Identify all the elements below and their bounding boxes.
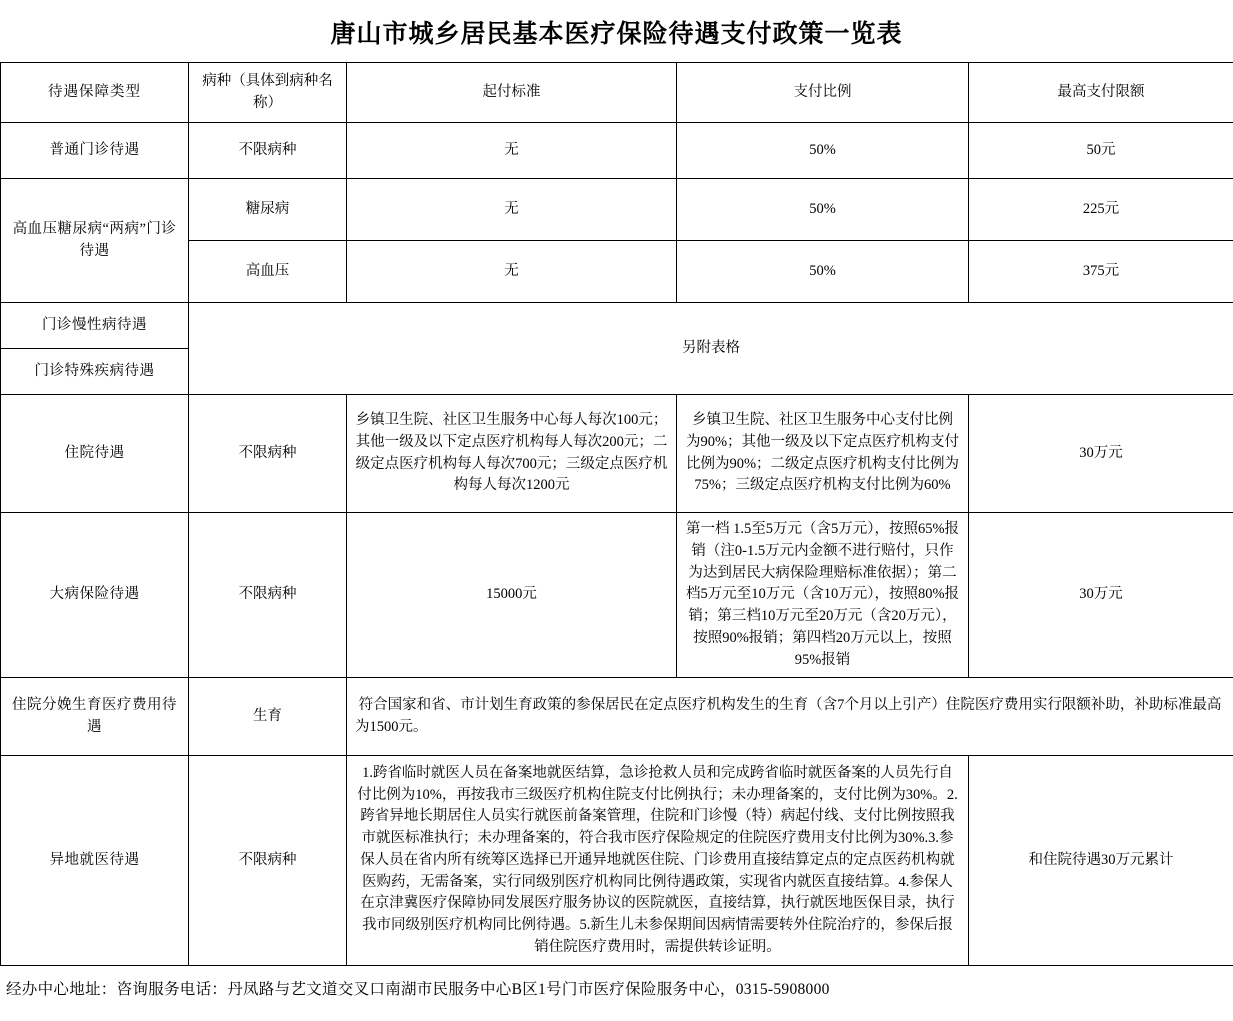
- table-row: [1, 678, 1233, 756]
- cell-deductible: 无: [347, 241, 677, 303]
- row-type-inpatient: 住院待遇: [1, 395, 189, 513]
- cell-offsite-detail: 1.跨省临时就医人员在备案地就医结算，急诊抢救人员和完成跨省临时就医备案的人员先行自付比例为10%，再按我市三级医疗机构住院支付比例执行；未办理备案的，支付比例为30%。2.跨省异地长期居住人员实行就医前备案管理，住院和门诊慢（特）病起付线、支付比例按照我市就医标准执行；未办理备案的，符合我市医疗保险规定的住院医疗费用支付比例为30%.3.参保人员在省内所有统筹区选择已开通异地就医住院、门诊费用直接结算定点的定点医药机构就医购药，无需备案，实行同级别医疗机构同比例待遇政策，实现省内就医直接结算。4.参保人在京津冀医疗保障协同发展医疗服务协议的医院就医，直接结算，执行就医地医保目录，执行我市同级别医疗机构同比例待遇。5.新生儿未参保期间因病情需要转外住院治疗的，参保后报销住院医疗费用时，需提供转诊证明。: [347, 756, 969, 966]
- header-cell-ratio: 支付比例: [677, 63, 969, 123]
- row-type-maternity: 住院分娩生育医疗费用待遇: [1, 678, 189, 756]
- cell-disease: 不限病种: [189, 756, 347, 966]
- cell-ratio: 第一档 1.5至5万元（含5万元），按照65%报销（注0-1.5万元内金额不进行赔付，只作为达到居民大病保险理赔标准依据）；第二档5万元至10万元（含10万元），按照80%报销；第三档10万元至20万元（含20万元），按照90%报销；第四档20万元以上，按照95%报销: [677, 513, 969, 678]
- cell-disease: 不限病种: [189, 513, 347, 678]
- table-header: [1, 63, 1233, 123]
- table-row: [1, 123, 1233, 179]
- header-cell-cap: 最高支付限额: [969, 63, 1233, 123]
- policy-table: [0, 62, 1233, 966]
- row-type-chronic-outpatient: 门诊慢性病待遇: [1, 303, 189, 349]
- cell-deductible: 乡镇卫生院、社区卫生服务中心每人每次100元；其他一级及以下定点医疗机构每人每次200元；二级定点医疗机构每人每次700元；三级定点医疗机构每人每次1200元: [347, 395, 677, 513]
- cell-deductible: 无: [347, 123, 677, 179]
- cell-cap: 30万元: [969, 513, 1233, 678]
- header-cell-disease: 病种（具体到病种名称）: [189, 63, 347, 123]
- table-row: [1, 513, 1233, 678]
- cell-cap: 375元: [969, 241, 1233, 303]
- table-row: [1, 179, 1233, 241]
- cell-ratio: 50%: [677, 241, 969, 303]
- page-title: 唐山市城乡居民基本医疗保险待遇支付政策一览表: [330, 21, 903, 48]
- cell-disease: 糖尿病: [189, 179, 347, 241]
- table-header-row: [1, 63, 1233, 123]
- cell-cap: 225元: [969, 179, 1233, 241]
- cell-cap: 和住院待遇30万元累计: [969, 756, 1233, 966]
- table-row: [1, 395, 1233, 513]
- cell-attached-table-note: 另附表格: [189, 303, 1233, 395]
- header-cell-deductible: 起付标准: [347, 63, 677, 123]
- header-cell-type: 待遇保障类型: [1, 63, 189, 123]
- cell-ratio: 50%: [677, 179, 969, 241]
- row-type-critical-illness: 大病保险待遇: [1, 513, 189, 678]
- cell-disease: 高血压: [189, 241, 347, 303]
- cell-deductible: 无: [347, 179, 677, 241]
- cell-disease: 不限病种: [189, 395, 347, 513]
- table-row: [1, 303, 1233, 349]
- row-type-special-outpatient: 门诊特殊疾病待遇: [1, 349, 189, 395]
- cell-cap: 30万元: [969, 395, 1233, 513]
- cell-ratio: 50%: [677, 123, 969, 179]
- footer-contact-info: 经办中心地址：咨询服务电话：丹凤路与艺文道交叉口南湖市民服务中心B区1号门市医疗保险服务中心，0315-5908000: [6, 981, 830, 999]
- cell-disease: 不限病种: [189, 123, 347, 179]
- cell-ratio: 乡镇卫生院、社区卫生服务中心支付比例为90%；其他一级及以下定点医疗机构支付比例为90%；二级定点医疗机构支付比例为75%；三级定点医疗机构支付比例为60%: [677, 395, 969, 513]
- cell-deductible: 15000元: [347, 513, 677, 678]
- row-type-general-outpatient: 普通门诊待遇: [1, 123, 189, 179]
- row-type-two-diseases-outpatient: 高血压糖尿病“两病”门诊待遇: [1, 179, 189, 303]
- table-row: [1, 756, 1233, 966]
- row-type-offsite-care: 异地就医待遇: [1, 756, 189, 966]
- cell-cap: 50元: [969, 123, 1233, 179]
- cell-maternity-description: 符合国家和省、市计划生育政策的参保居民在定点医疗机构发生的生育（含7个月以上引产）住院医疗费用实行限额补助，补助标准最高为1500元。: [347, 678, 1233, 756]
- cell-disease: 生育: [189, 678, 347, 756]
